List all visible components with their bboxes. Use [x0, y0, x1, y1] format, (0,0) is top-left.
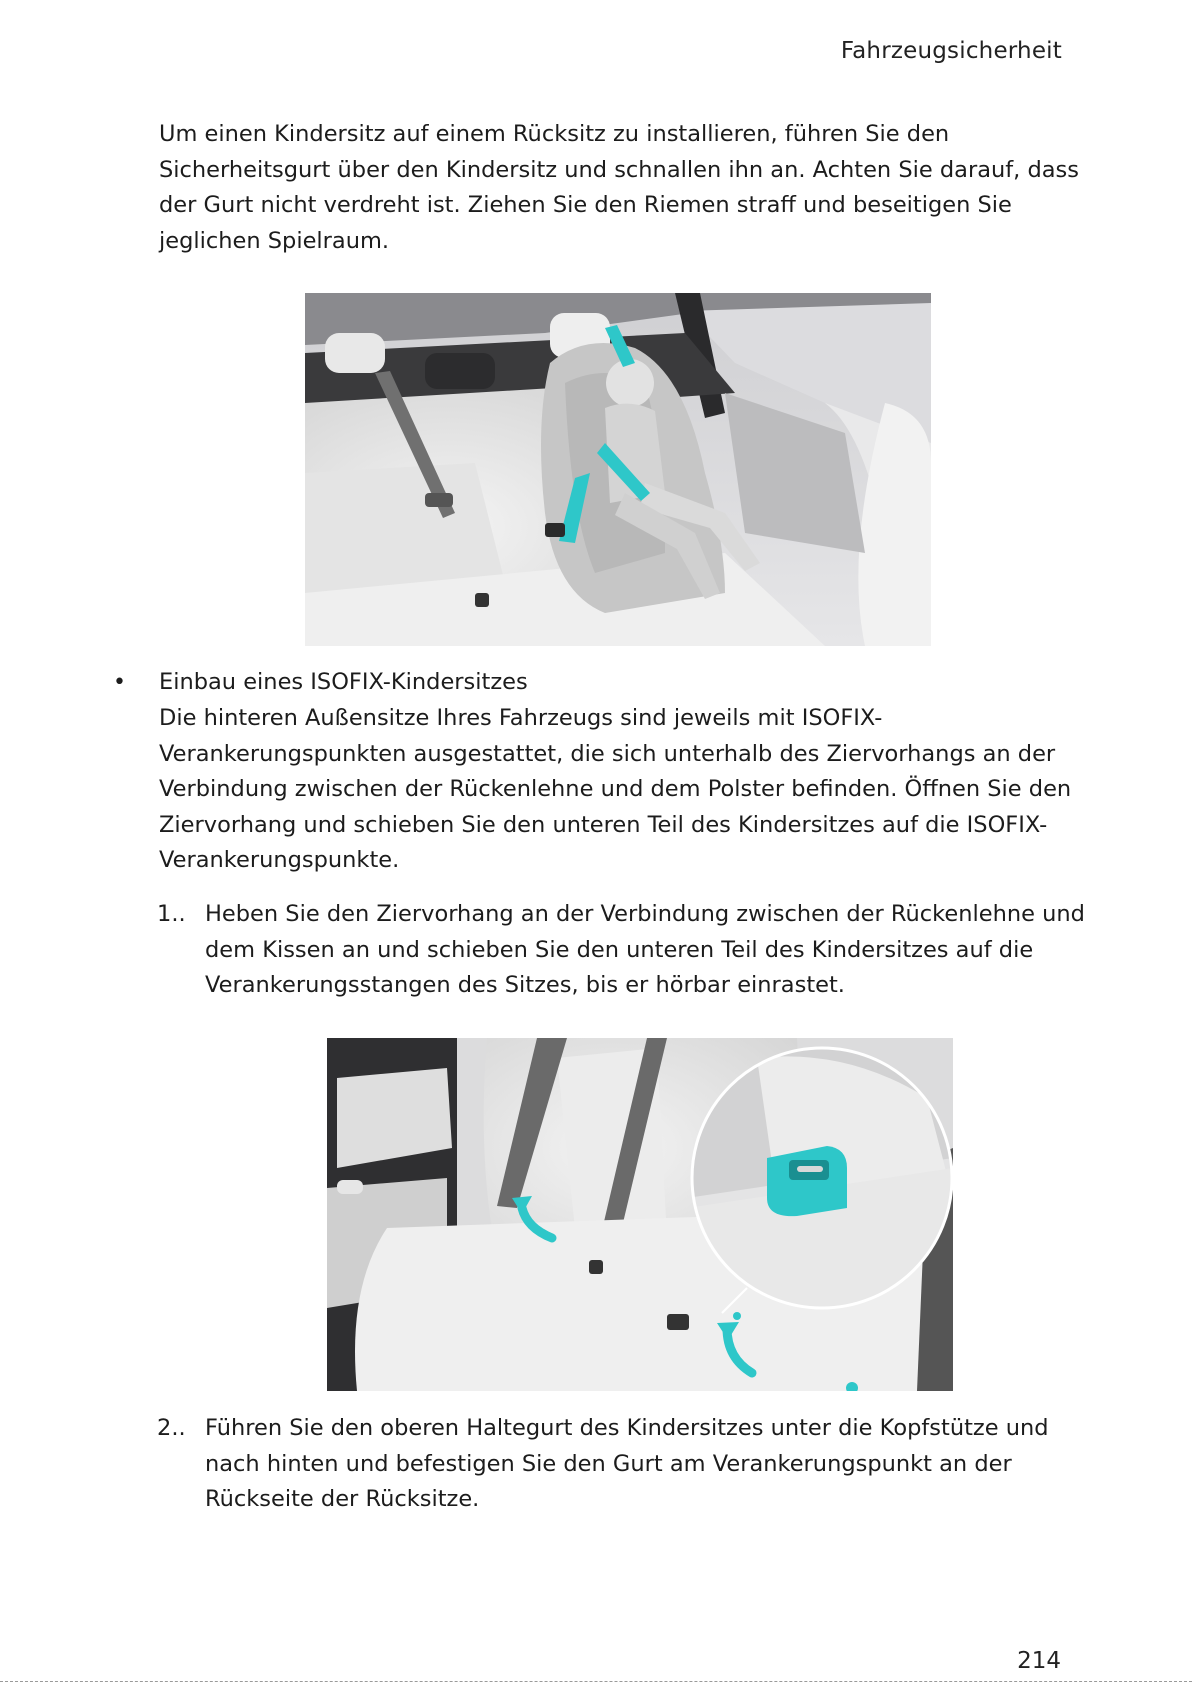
- isofix-body: Die hinteren Außensitze Ihres Fahrzeugs sind jeweils mit ISOFIX-Verankerungspunkten ausgestattet, die sich unterhalb des Ziervorhangs an der Verbindung zwischen der Rückenlehne und dem Polster befinden. Öffnen Sie den Ziervorhang und schieben Sie den unteren Teil des Kindersitzes auf die ISOFIX-Verankerungspunkte.: [159, 705, 1072, 873]
- isofix-anchor-illustration: [327, 1038, 953, 1391]
- page-number: 214: [1017, 1648, 1061, 1674]
- step-2-number: 2..: [157, 1415, 186, 1441]
- step-1-number: 1..: [157, 901, 186, 927]
- isofix-heading: Einbau eines ISOFIX-Kindersitzes: [159, 669, 528, 695]
- bullet-marker: •: [113, 670, 126, 695]
- step-1-text: Heben Sie den Ziervorhang an der Verbindung zwischen der Rückenlehne und dem Kissen an und schieben Sie den unteren Teil des Kindersitzes auf die Verankerungsstangen des Sitzes, bis er hörbar einrastet.: [205, 901, 1085, 998]
- footer-divider: [0, 1681, 1192, 1682]
- step-2-text: Führen Sie den oberen Haltegurt des Kindersitzes unter die Kopfstütze und nach hinten und befestigen Sie den Gurt am Verankerungspunkt an der Rückseite der Rücksitze.: [205, 1415, 1049, 1512]
- section-title: Fahrzeugsicherheit: [840, 38, 1062, 64]
- child-seat-seatbelt-illustration: [305, 293, 931, 646]
- intro-paragraph: Um einen Kindersitz auf einem Rücksitz zu installieren, führen Sie den Sicherheitsgurt über den Kindersitz und schnallen ihn an. Achten Sie darauf, dass der Gurt nicht verdreht ist. Ziehen Sie den Riemen straff und beseitigen Sie jeglichen Spielraum.: [159, 121, 1079, 254]
